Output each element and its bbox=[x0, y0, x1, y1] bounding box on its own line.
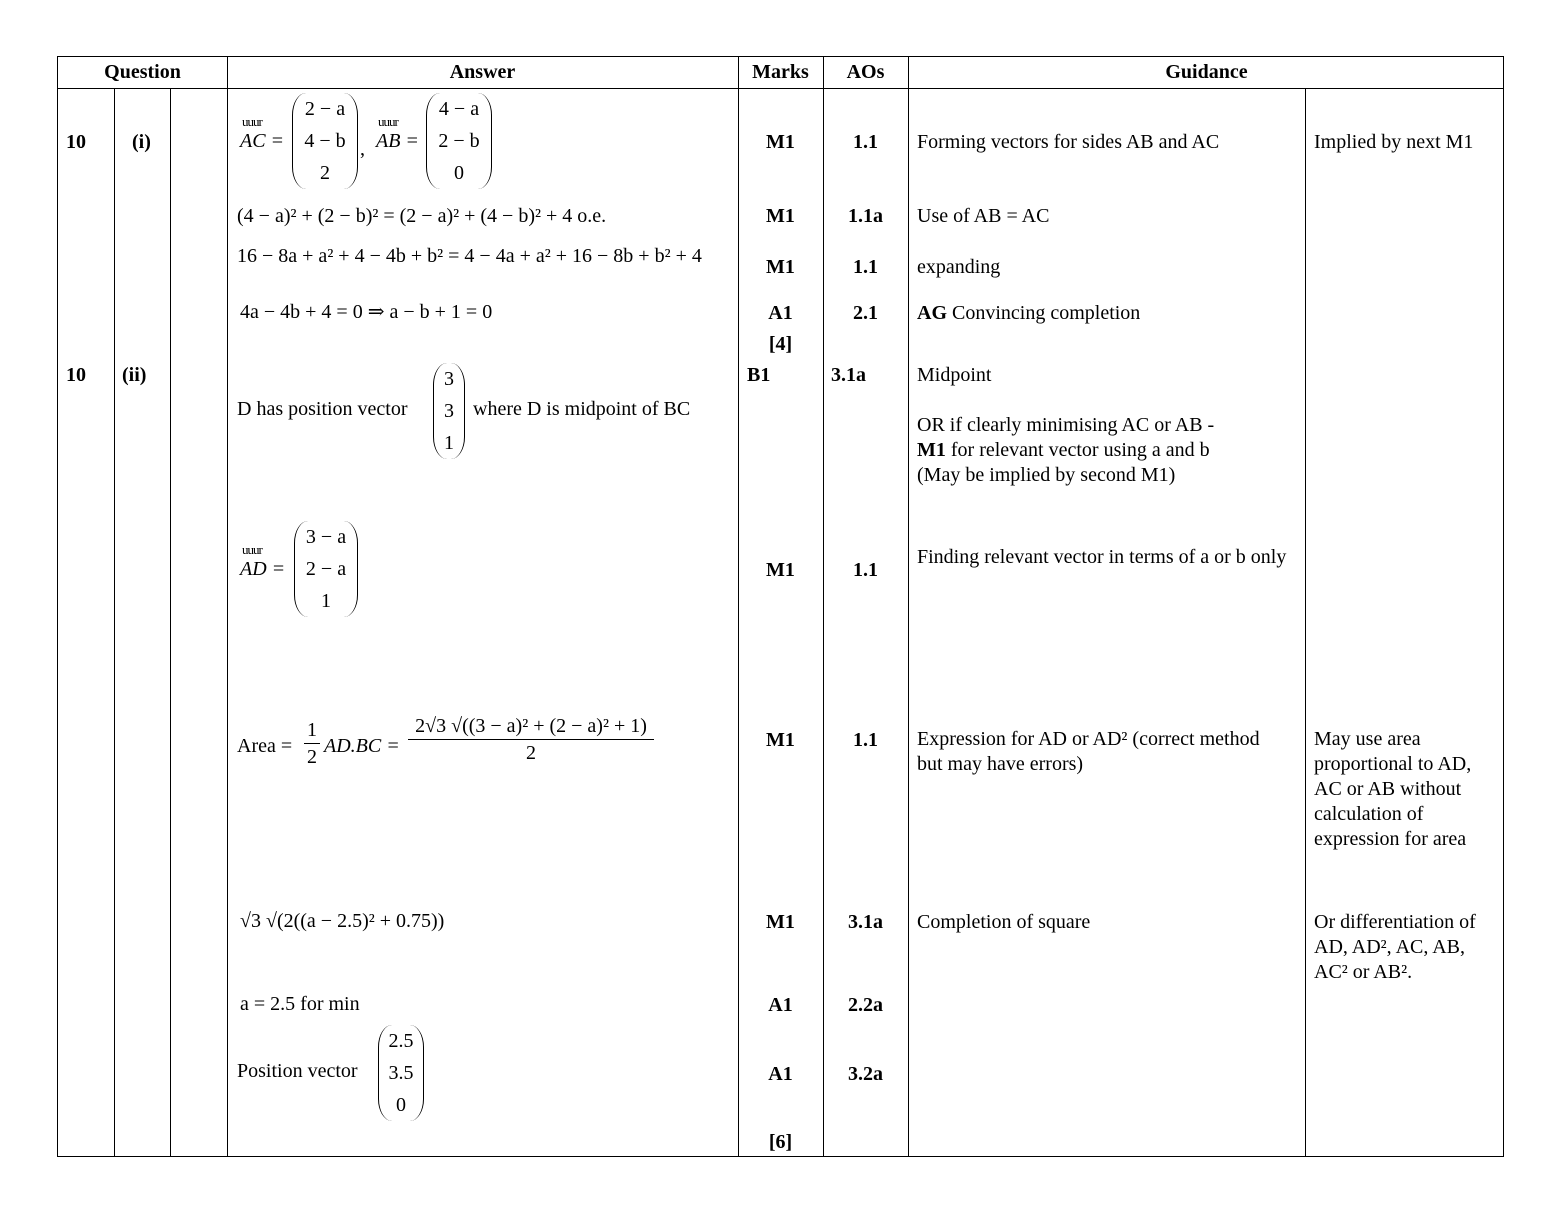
guidance-text: expanding bbox=[917, 256, 1001, 278]
ao: 3.1a bbox=[848, 911, 883, 933]
divider bbox=[114, 88, 115, 1156]
ao: 3.2a bbox=[848, 1063, 883, 1085]
ac-vector-z: 2 bbox=[320, 162, 330, 184]
guidance-text: Forming vectors for sides AB and AC bbox=[917, 131, 1220, 153]
ao: 1.1 bbox=[853, 131, 878, 153]
area-numerator: 2√3 √((3 − a)² + (2 − a)² + 1) bbox=[408, 713, 654, 740]
answer-line-equal-lengths: (4 − a)² + (2 − b)² = (2 − a)² + (4 − b)² + 4 o.e. bbox=[237, 205, 607, 227]
mark: M1 bbox=[766, 256, 795, 278]
ag-label: AG bbox=[917, 302, 947, 324]
header-answer: Answer bbox=[449, 61, 516, 83]
position-vector bbox=[378, 1025, 424, 1121]
d-vector-y: 3 bbox=[444, 400, 454, 422]
position-vector-x: 2.5 bbox=[388, 1030, 414, 1052]
guidance-or: OR if clearly minimising AC or AB - bbox=[917, 414, 1215, 436]
vector-arrow: uuur bbox=[242, 114, 262, 129]
answer-line-result: 4a − 4b + 4 = 0 ⇒ a − b + 1 = 0 bbox=[240, 301, 493, 323]
guidance-text: Midpoint bbox=[917, 364, 992, 386]
vector-arrow: uuur bbox=[378, 114, 398, 129]
answer-line-expanded: 16 − 8a + a² + 4 − 4b + b² = 4 − 4a + a² + 16 − 8b + b² + 4 bbox=[237, 245, 702, 267]
guidance-text bbox=[917, 301, 1140, 326]
area-denominator: 2 bbox=[526, 742, 536, 764]
d-vector-x: 3 bbox=[444, 368, 454, 390]
guidance-extra: Implied by next M1 bbox=[1314, 131, 1474, 153]
or-line2: for relevant vector using a and b bbox=[950, 439, 1210, 461]
ag-text: Convincing completion bbox=[952, 302, 1141, 324]
divider bbox=[908, 57, 909, 1156]
header-aos: AOs bbox=[846, 61, 885, 83]
guidance-text: Finding relevant vector in terms of a or b only bbox=[917, 546, 1287, 568]
ad-vector bbox=[294, 521, 358, 617]
ao: 2.1 bbox=[853, 302, 878, 324]
position-vector-z: 0 bbox=[396, 1094, 406, 1116]
ao: 2.2a bbox=[848, 994, 883, 1016]
mark: M1 bbox=[766, 205, 795, 227]
a-min: a = 2.5 for min bbox=[240, 993, 360, 1015]
guidance-extra: Or differentiation of AD, AD², AC, AB, AC² or AB². bbox=[1314, 911, 1476, 983]
ao: 1.1a bbox=[848, 205, 883, 227]
ac-vector-y: 4 − b bbox=[304, 130, 346, 152]
m1-label: M1 bbox=[917, 439, 946, 461]
ab-vector-z: 0 bbox=[454, 162, 464, 184]
d-vector bbox=[433, 363, 465, 459]
ac-label: AC = bbox=[240, 130, 285, 152]
header-marks: Marks bbox=[752, 61, 809, 83]
ac-vector bbox=[292, 93, 358, 189]
divider bbox=[58, 88, 1503, 89]
ab-label: AB = bbox=[376, 130, 419, 152]
header-question: Question bbox=[104, 61, 181, 83]
question-part: (ii) bbox=[122, 364, 147, 386]
divider bbox=[170, 88, 171, 1156]
d-text: D has position vector bbox=[237, 398, 408, 420]
ad-label: AD = bbox=[240, 558, 286, 580]
ab-vector-y: 2 − b bbox=[438, 130, 480, 152]
ac-vector-x: 2 − a bbox=[304, 98, 346, 120]
guidance-or-note: (May be implied by second M1) bbox=[917, 464, 1176, 486]
area-label: Area = bbox=[237, 735, 293, 757]
question-number: 10 bbox=[66, 364, 86, 386]
mark: B1 bbox=[747, 364, 771, 386]
mark: M1 bbox=[766, 911, 795, 933]
mark: A1 bbox=[768, 1063, 793, 1085]
divider bbox=[227, 57, 228, 1156]
markscheme-table bbox=[57, 56, 1504, 1157]
guidance-text: Expression for AD or AD² (correct method but may have errors) bbox=[917, 728, 1260, 775]
ao: 3.1a bbox=[831, 364, 866, 386]
divider bbox=[1305, 88, 1306, 1156]
mark: M1 bbox=[766, 729, 795, 751]
guidance-text: Completion of square bbox=[917, 911, 1091, 933]
question-part: (i) bbox=[132, 131, 151, 153]
area-fraction bbox=[408, 713, 654, 766]
ad-vector-x: 3 − a bbox=[305, 526, 347, 548]
header-guidance: Guidance bbox=[1165, 61, 1248, 83]
guidance-extra: May use area proportional to AD, AC or AB without calculation of expression for area bbox=[1314, 728, 1472, 850]
ab-vector-x: 4 − a bbox=[438, 98, 480, 120]
half-fraction bbox=[304, 717, 320, 770]
ao: 1.1 bbox=[853, 256, 878, 278]
ab-vector bbox=[426, 93, 492, 189]
mark: A1 bbox=[768, 302, 793, 324]
mark-total: [6] bbox=[768, 1131, 793, 1153]
ad-vector-y: 2 − a bbox=[305, 558, 347, 580]
mark: M1 bbox=[766, 559, 795, 581]
d-text-after: where D is midpoint of BC bbox=[473, 398, 691, 420]
d-vector-z: 1 bbox=[444, 432, 454, 454]
ao: 1.1 bbox=[853, 559, 878, 581]
question-number: 10 bbox=[66, 131, 86, 153]
half-denominator: 2 bbox=[307, 746, 317, 768]
position-label: Position vector bbox=[237, 1060, 358, 1082]
comma: , bbox=[360, 138, 365, 160]
mark: A1 bbox=[768, 994, 793, 1016]
completed-square: √3 √(2((a − 2.5)² + 0.75)) bbox=[240, 910, 445, 932]
half-numerator: 1 bbox=[304, 717, 320, 744]
mark: M1 bbox=[766, 131, 795, 153]
ad-bc: AD.BC = bbox=[324, 735, 400, 757]
ad-vector-z: 1 bbox=[321, 590, 331, 612]
guidance-text: Use of AB = AC bbox=[917, 205, 1050, 227]
guidance-or-m1 bbox=[917, 438, 1210, 463]
position-vector-y: 3.5 bbox=[388, 1062, 414, 1084]
vector-arrow: uuur bbox=[242, 542, 262, 557]
ao: 1.1 bbox=[853, 729, 878, 751]
mark-total: [4] bbox=[768, 333, 793, 355]
